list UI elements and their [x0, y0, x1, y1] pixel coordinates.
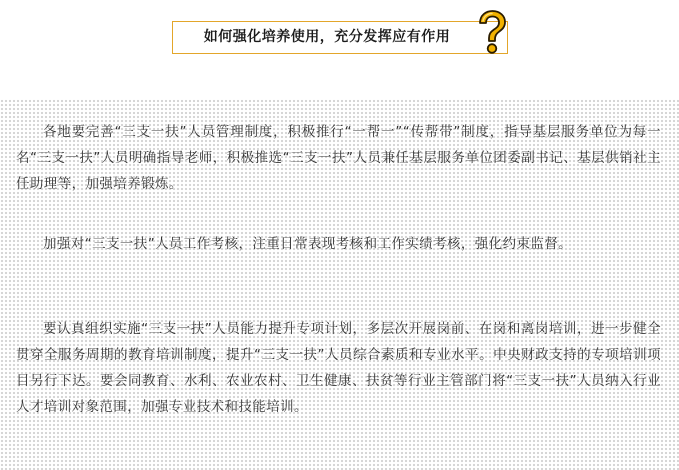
- question-mark-icon: [475, 9, 509, 55]
- paragraph-management: 各地要完善“三支一扶”人员管理制度，积极推行“一帮一”“传帮带”制度，指导基层服务单位为每一名“三支一扶”人员明确指导老师，积极推选“三支一扶”人员兼任基层服务单位团委副书记、基层供销社主任助理等，加强培养锻炼。: [16, 124, 661, 192]
- section-title-box: [172, 21, 508, 54]
- section-title: 如何强化培养使用，充分发挥应有作用: [203, 29, 451, 45]
- paragraph-assessment: 加强对“三支一扶”人员工作考核，注重日常表现考核和工作实绩考核，强化约束监督。: [43, 236, 573, 252]
- paragraph-training: 要认真组织实施“三支一扶”人员能力提升专项计划，多层次开展岗前、在岗和离岗培训，进一步健全贯穿全服务周期的教育培训制度，提升“三支一扶”人员综合素质和专业水平。中央财政支持的专项培训项目另行下达。要会同教育、水利、农业农村、卫生健康、扶贫等行业主管部门将“三支一扶”人员纳入行业人才培训对象范围，加强专业技术和技能培训。: [16, 321, 661, 415]
